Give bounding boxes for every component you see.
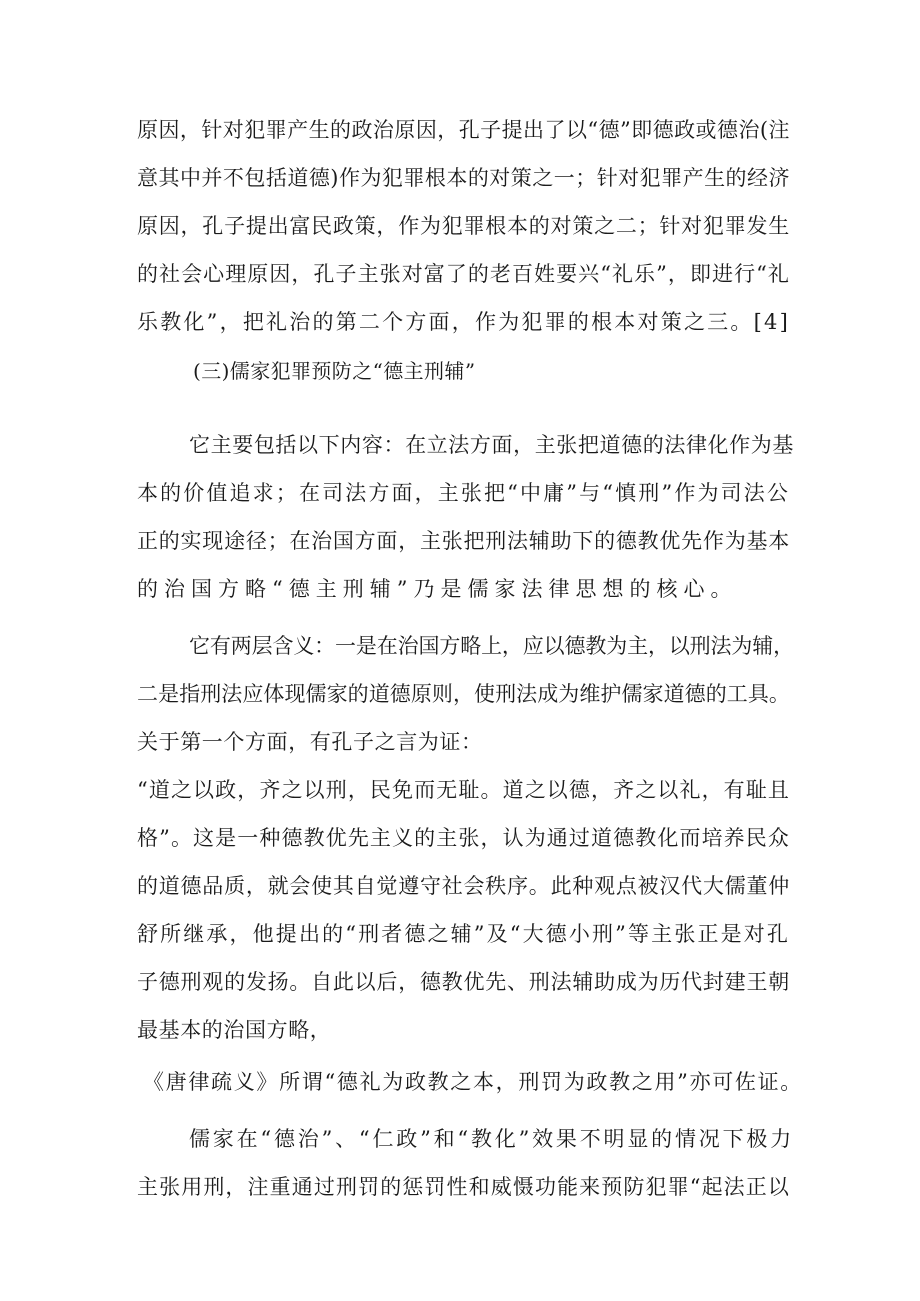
text-line: 二是指刑法应体现儒家的道德原则，使刑法成为维护儒家道德的工具。 xyxy=(137,682,790,706)
text-line: 正的实现途径；在治国方面，主张把刑法辅助下的德教优先作为基本 xyxy=(137,529,790,553)
text-line: 本的价值追求；在司法方面，主张把“中庸”与“慎刑”作为司法公 xyxy=(137,481,790,505)
text-line: 意其中并不包括道德)作为犯罪根本的对策之一；针对犯罪产生的经济 xyxy=(137,166,790,190)
text-line: 原因，孔子提出富民政策，作为犯罪根本的对策之二；针对犯罪发生 xyxy=(137,214,790,238)
text-line: 子德刑观的发扬。自此以后，德教优先、刑法辅助成为历代封建王朝 xyxy=(137,970,790,994)
text-line: 原因，针对犯罪产生的政治原因，孔子提出了以“德”即德政或德治(注 xyxy=(137,118,790,142)
text-line: “道之以政，齐之以刑，民免而无耻。道之以德，齐之以礼，有耻且 xyxy=(137,778,790,802)
text-line: 主张用刑，注重通过刑罚的惩罚性和威慑功能来预防犯罪“起法正以 xyxy=(137,1175,790,1199)
text-line: 的社会心理原因，孔子主张对富了的老百姓要兴“礼乐”，即进行“礼 xyxy=(137,262,790,286)
text-line: 它主要包括以下内容：在立法方面，主张把道德的法律化作为基 xyxy=(189,433,794,457)
text-line: 关于第一个方面，有孔子之言为证： xyxy=(137,730,483,754)
text-line: 格”。这是一种德教优先主义的主张，认为通过道德教化而培养民众 xyxy=(137,826,790,850)
text-line: 舒所继承，他提出的“刑者德之辅”及“大德小刑”等主张正是对孔 xyxy=(137,922,790,946)
text-line: 的治国方略“德主刑辅”乃是儒家法律思想的核心。 xyxy=(137,577,738,601)
text-line: 乐教化”，把礼治的第二个方面，作为犯罪的根本对策之三。[4] xyxy=(137,310,790,334)
text-line: 儒家在“德治”、“仁政”和“教化”效果不明显的情况下极力 xyxy=(189,1127,794,1151)
text-line: 的道德品质，就会使其自觉遵守社会秩序。此种观点被汉代大儒董仲 xyxy=(137,874,790,898)
section-heading: (三)儒家犯罪预防之“德主刑辅” xyxy=(193,359,476,383)
text-line: 《唐律疏义》所谓“德礼为政教之本，刑罚为政教之用”亦可佐证。 xyxy=(143,1070,803,1094)
text-line: 最基本的治国方略， xyxy=(137,1018,332,1042)
text-line: 它有两层含义：一是在治国方略上，应以德教为主，以刑法为辅， xyxy=(189,634,794,658)
